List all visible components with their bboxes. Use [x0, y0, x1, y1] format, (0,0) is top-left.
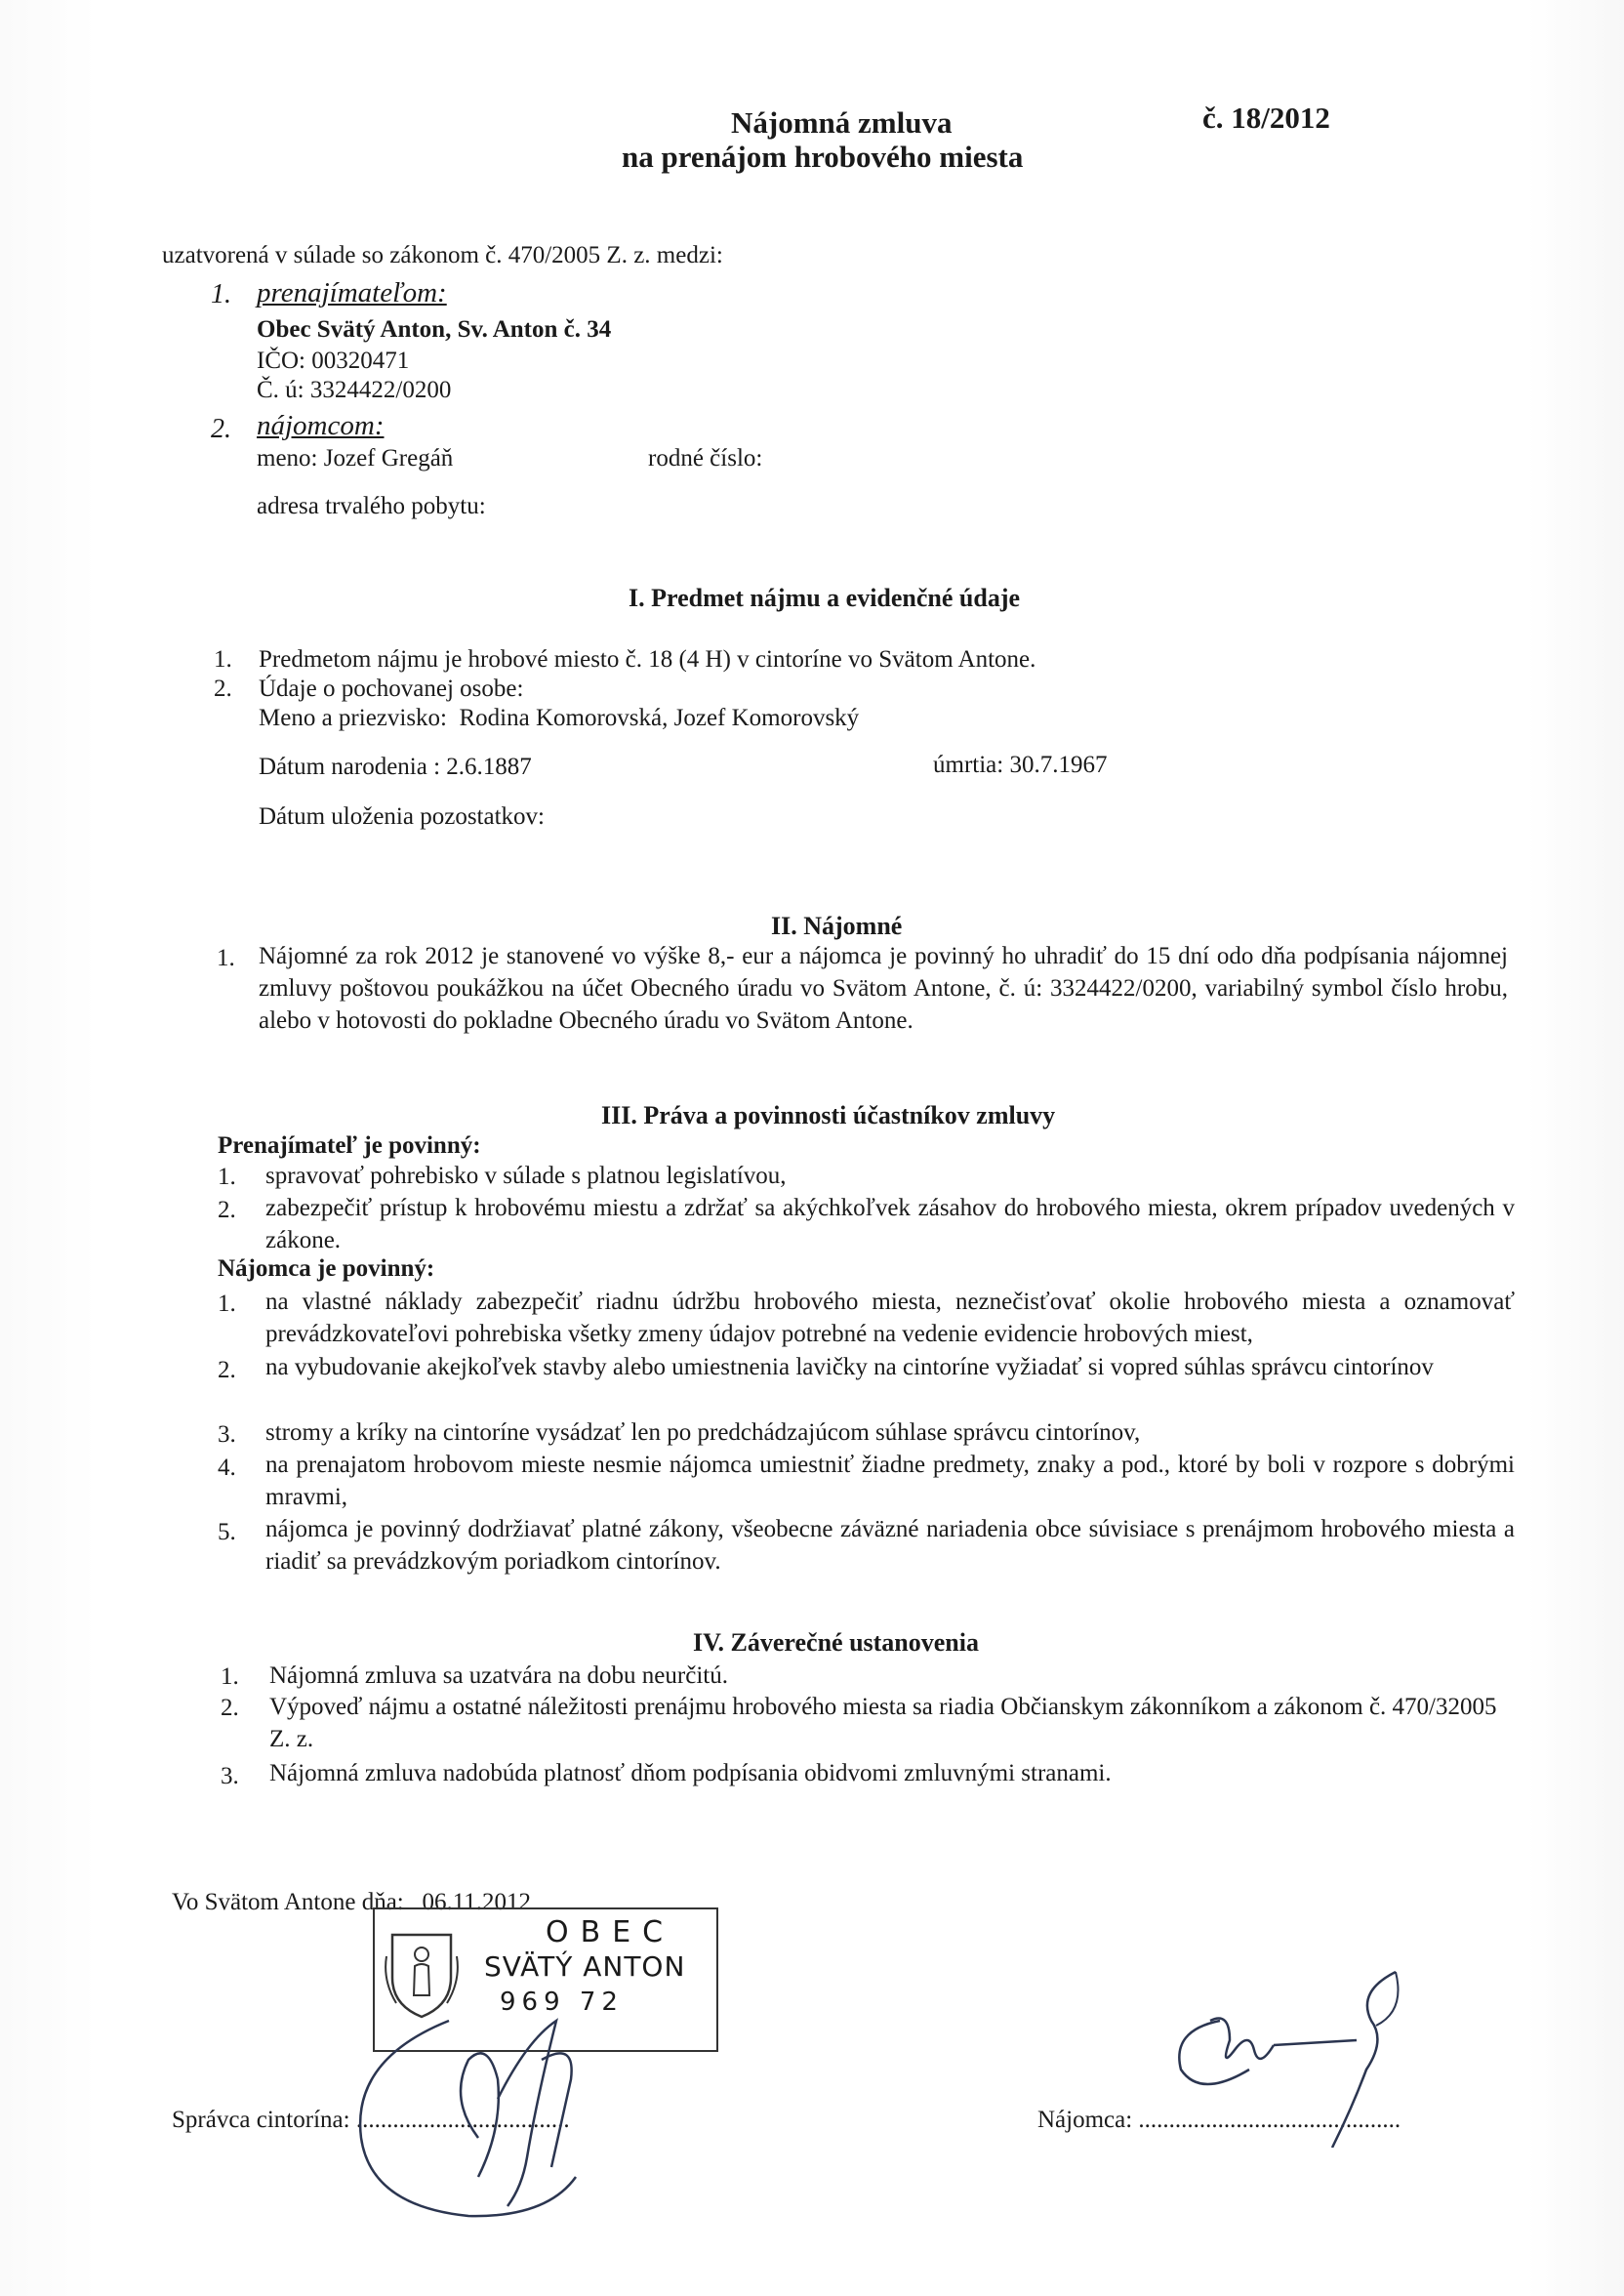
tenant-item-number: 3. [218, 1421, 236, 1448]
party1-ico: IČO: 00320471 [257, 348, 410, 374]
tenant-signature [1161, 1952, 1454, 2148]
tenant-item-text: na vybudovanie akejkoľvek stavby alebo umiestnenia lavičky na cintoríne vyžiadať si vopred súhlas správcu cintorínov [265, 1354, 1434, 1380]
section4-item-number: 3. [221, 1763, 239, 1789]
landlord-item-text: zabezpečiť prístup k hrobovému miestu a zdržať sa akýchkoľvek zásahov do hrobového miesta, okrem prípadov uvedených v zákone. [265, 1195, 1515, 1253]
place-and-date: Vo Svätom Antone dňa: 06.11.2012 [172, 1889, 532, 1915]
section4-item-text: Nájomná zmluva nadobúda platnosť dňom podpísania obidvomi zmluvnými stranami. [269, 1760, 1112, 1786]
stamp-line3: 969 72 [500, 1988, 624, 2017]
tenant-item-text: na vlastné náklady zabezpečiť riadnu údržbu hrobového miesta, neznečisťovať okolie hrobového miesta a oznamovať prevádzkovateľovi pohrebiska všetky zmeny údajov potrebné na vedenie evidencie hrobových miest, [265, 1289, 1515, 1347]
stamp-line2: SVÄTÝ ANTON [484, 1950, 686, 1983]
party2-role: nájomcom: [257, 410, 385, 441]
tenant-item-text: na prenajatom hrobovom mieste nesmie nájomca umiestniť žiadne predmety, znaky a pod., ktoré by boli v rozpore s dobrými mravmi, [265, 1452, 1515, 1510]
party1-role: prenajímateľom: [257, 277, 447, 308]
contract-number: č. 18/2012 [1202, 101, 1330, 135]
section1-item-number: 2. [214, 676, 232, 702]
landlord-duties-label: Prenajímateľ je povinný: [218, 1132, 481, 1159]
section1-item-text: Predmetom nájmu je hrobové miesto č. 18 (4 H) v cintoríne vo Svätom Antone. [259, 646, 1036, 673]
section1-item-text: Údaje o pochovanej osobe: [259, 676, 524, 702]
party2-address: adresa trvalého pobytu: [257, 493, 486, 519]
burial-date: Dátum uloženia pozostatkov: [259, 803, 545, 830]
administrator-signature [332, 1982, 683, 2235]
intro-text: uzatvorená v súlade so zákonom č. 470/2005 Z. z. medzi: [162, 242, 723, 268]
section4-item-text: Výpoveď nájmu a ostatné náležitosti prenájmu hrobového miesta sa riadia Občianskym zákonníkom a zákonom č. 470/32005 Z. z. [269, 1694, 1497, 1752]
section1-heading: I. Predmet nájmu a evidenčné údaje [629, 584, 1021, 612]
tenant-item-number: 2. [218, 1357, 236, 1383]
section2-heading: II. Nájomné [771, 912, 903, 940]
section2-text: Nájomné za rok 2012 je stanovené vo výške 8,- eur a nájomca je povinný ho uhradiť do 15 dní odo dňa podpísania nájomnej zmluvy poštovou poukážkou na účet Obecného úradu vo Svätom Antone, č. ú: 3324422/0200, variabilný symbol číslo hrobu, alebo v hotovosti do pokladne Obecného úradu vo Svätom Antone. [259, 943, 1508, 1034]
section2-item-number: 1. [217, 945, 235, 971]
section4-heading: IV. Záverečné ustanovenia [693, 1628, 979, 1657]
party2-name: meno: Jozef Gregáň [257, 445, 454, 472]
tenant-signature-line: Nájomca: ........................................... [1037, 2107, 1401, 2133]
section4-item-number: 2. [221, 1695, 239, 1721]
section1-item-number: 1. [214, 646, 232, 673]
administrator-signature-line: Správca cintorína: ................................... [172, 2107, 570, 2133]
section3-heading: III. Práva a povinnosti účastníkov zmluvy [601, 1101, 1056, 1129]
document-subtitle: na prenájom hrobového miesta [622, 140, 1024, 174]
party1-account: Č. ú: 3324422/0200 [257, 377, 452, 403]
tenant-item-number: 5. [218, 1519, 236, 1545]
deceased-name: Meno a priezvisko: Rodina Komorovská, Jozef Komorovský [259, 705, 860, 731]
tenant-item-text: stromy a kríky na cintoríne vysádzať len po predchádzajúcom súhlase správcu cintorínov, [265, 1419, 1141, 1446]
section4-item-text: Nájomná zmluva sa uzatvára na dobu neurčitú. [269, 1662, 728, 1689]
death-date: úmrtia: 30.7.1967 [933, 752, 1108, 778]
landlord-item-number: 2. [218, 1197, 236, 1223]
tenant-duties-label: Nájomca je povinný: [218, 1255, 435, 1282]
stamp-line1: OBEC [546, 1915, 675, 1949]
tenant-item-text: nájomca je povinný dodržiavať platné zákony, všeobecne záväzné nariadenia obce súvisiace s prenájmom hrobového miesta a riadiť sa prevádzkovým poriadkom cintorínov. [265, 1516, 1515, 1575]
document-title: Nájomná zmluva [731, 105, 953, 140]
party1-name: Obec Svätý Anton, Sv. Anton č. 34 [257, 316, 612, 343]
birth-date: Dátum narodenia : 2.6.1887 [259, 754, 532, 780]
section4-item-number: 1. [221, 1663, 239, 1690]
tenant-item-number: 1. [218, 1291, 236, 1317]
tenant-item-number: 4. [218, 1455, 236, 1481]
landlord-item-text: spravovať pohrebisko v súlade s platnou legislatívou, [265, 1163, 787, 1189]
party2-birth-number: rodné číslo: [648, 445, 763, 472]
party2-number: 2. [211, 414, 231, 444]
landlord-item-number: 1. [218, 1164, 236, 1190]
party1-number: 1. [211, 279, 231, 309]
